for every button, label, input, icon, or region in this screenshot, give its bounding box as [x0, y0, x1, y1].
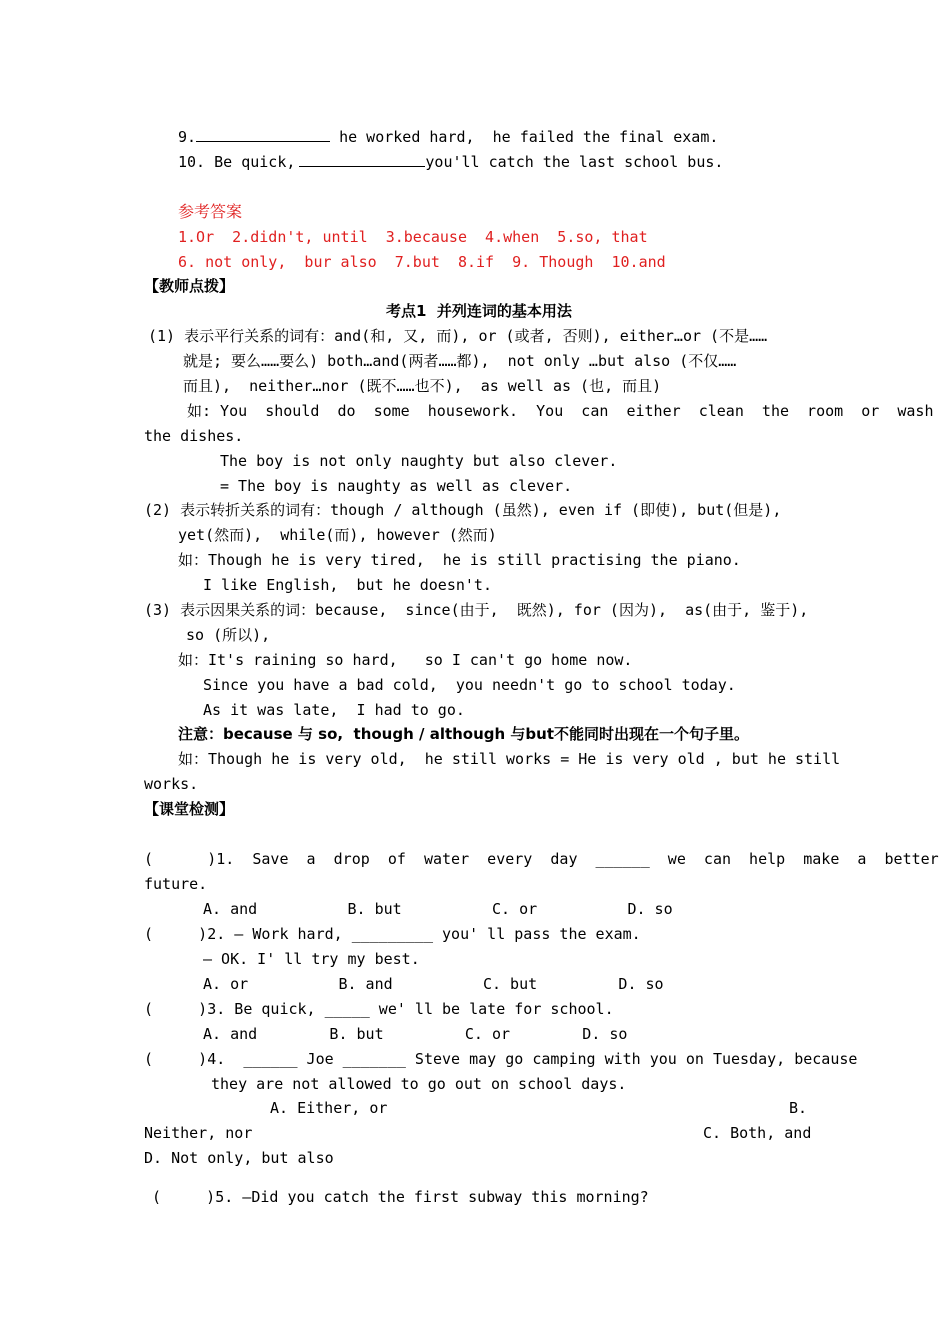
answers-line-1: 1.Or 2.didn't, until 3.because 4.when 5.so, that: [178, 228, 648, 246]
note-example: 如：Though he is very old, he still works = He is very old , but he still: [178, 750, 841, 768]
answer-blank: [299, 152, 425, 167]
note-example-cont: works.: [144, 775, 199, 793]
point-3-line-2: so (所以),: [186, 626, 271, 644]
quiz-q2: ( )2. — Work hard, _________ you' ll pass the exam.: [144, 925, 641, 943]
quiz-q5: ( )5. —Did you catch the first subway this morning?: [152, 1188, 649, 1206]
quiz-q3-options: A. and B. but C. or D. so: [203, 1025, 628, 1043]
quiz-q1: ( )1. Save a drop of water every day ______ we can help make a better: [144, 850, 939, 868]
teacher-tips-heading: 【教师点拨】: [144, 277, 235, 295]
point-1-example-1: 如: You should do some housework. You can either clean the room or wash: [187, 402, 934, 420]
quiz-q4-option-a: A. Either, or: [270, 1099, 388, 1117]
point-1-example-1-cont: the dishes.: [144, 427, 244, 445]
fill-blank-q10: [178, 152, 723, 172]
quiz-q4-option-b: B.: [789, 1099, 808, 1117]
quiz-heading: 【课堂检测】: [144, 800, 235, 818]
quiz-q1-options: A. and B. but C. or D. so: [203, 900, 673, 918]
point-1-line-3: 而且), neither…nor (既不……也不), as well as (也, 而且): [183, 377, 662, 395]
quiz-q3: ( )3. Be quick, _____ we' ll be late for school.: [144, 1000, 614, 1018]
q9-number: 9.: [178, 128, 197, 146]
point-1-example-3: = The boy is naughty as well as clever.: [220, 477, 573, 495]
answers-title: 参考答案: [178, 202, 243, 221]
quiz-q2-options: A. or B. and C. but D. so: [203, 975, 664, 993]
point-2-line-2: yet(然而), while(而), however (然而): [178, 526, 497, 544]
point-1-line-2: 就是; 要么……要么) both…and(两者……都), not only …but also (不仅……: [183, 352, 737, 370]
quiz-q4-option-d: D. Not only, but also: [144, 1149, 334, 1167]
quiz-q4-cont: they are not allowed to go out on school days.: [211, 1075, 627, 1093]
point-1-line-1: (1) 表示平行关系的词有：and(和, 又, 而), or (或者, 否则), either…or (不是……: [148, 327, 768, 345]
q10-start: 10. Be quick,: [178, 153, 296, 171]
quiz-q4-option-c: C. Both, and: [703, 1124, 812, 1142]
point-title: 考点1 并列连词的基本用法: [386, 302, 572, 320]
point-3-example-1: 如：It's raining so hard, so I can't go home now.: [178, 651, 633, 669]
point-3-line-1: (3) 表示因果关系的词：because, since(由于, 既然), for (因为), as(由于, 鉴于),: [144, 601, 809, 619]
fill-blank-q9: [178, 127, 718, 147]
point-2-line-1: (2) 表示转折关系的词有：though / although (虽然), even if (即使), but(但是),: [144, 501, 782, 519]
note: 注意：because 与 so, though / although 与but不能同时出现在一个句子里。: [178, 725, 750, 743]
point-3-example-2: Since you have a bad cold, you needn't go to school today.: [203, 676, 736, 694]
q9-text: he worked hard, he failed the final exam.: [330, 128, 719, 146]
point-1-example-2: The boy is not only naughty but also clever.: [220, 452, 618, 470]
answers-line-2: 6. not only, bur also 7.but 8.if 9. Though 10.and: [178, 253, 666, 271]
point-3-example-3: As it was late, I had to go.: [203, 701, 465, 719]
quiz-q2-cont: — OK. I' ll try my best.: [203, 950, 420, 968]
point-2-example-1: 如：Though he is very tired, he is still practising the piano.: [178, 551, 741, 569]
q10-text: you'll catch the last school bus.: [425, 153, 724, 171]
answer-blank: [196, 127, 330, 142]
quiz-q4: ( )4. ______ Joe _______ Steve may go camping with you on Tuesday, because: [144, 1050, 858, 1068]
point-2-example-2: I like English, but he doesn't.: [203, 576, 492, 594]
quiz-q1-cont: future.: [144, 875, 208, 893]
quiz-q4-option-b-text: Neither, nor: [144, 1124, 253, 1142]
